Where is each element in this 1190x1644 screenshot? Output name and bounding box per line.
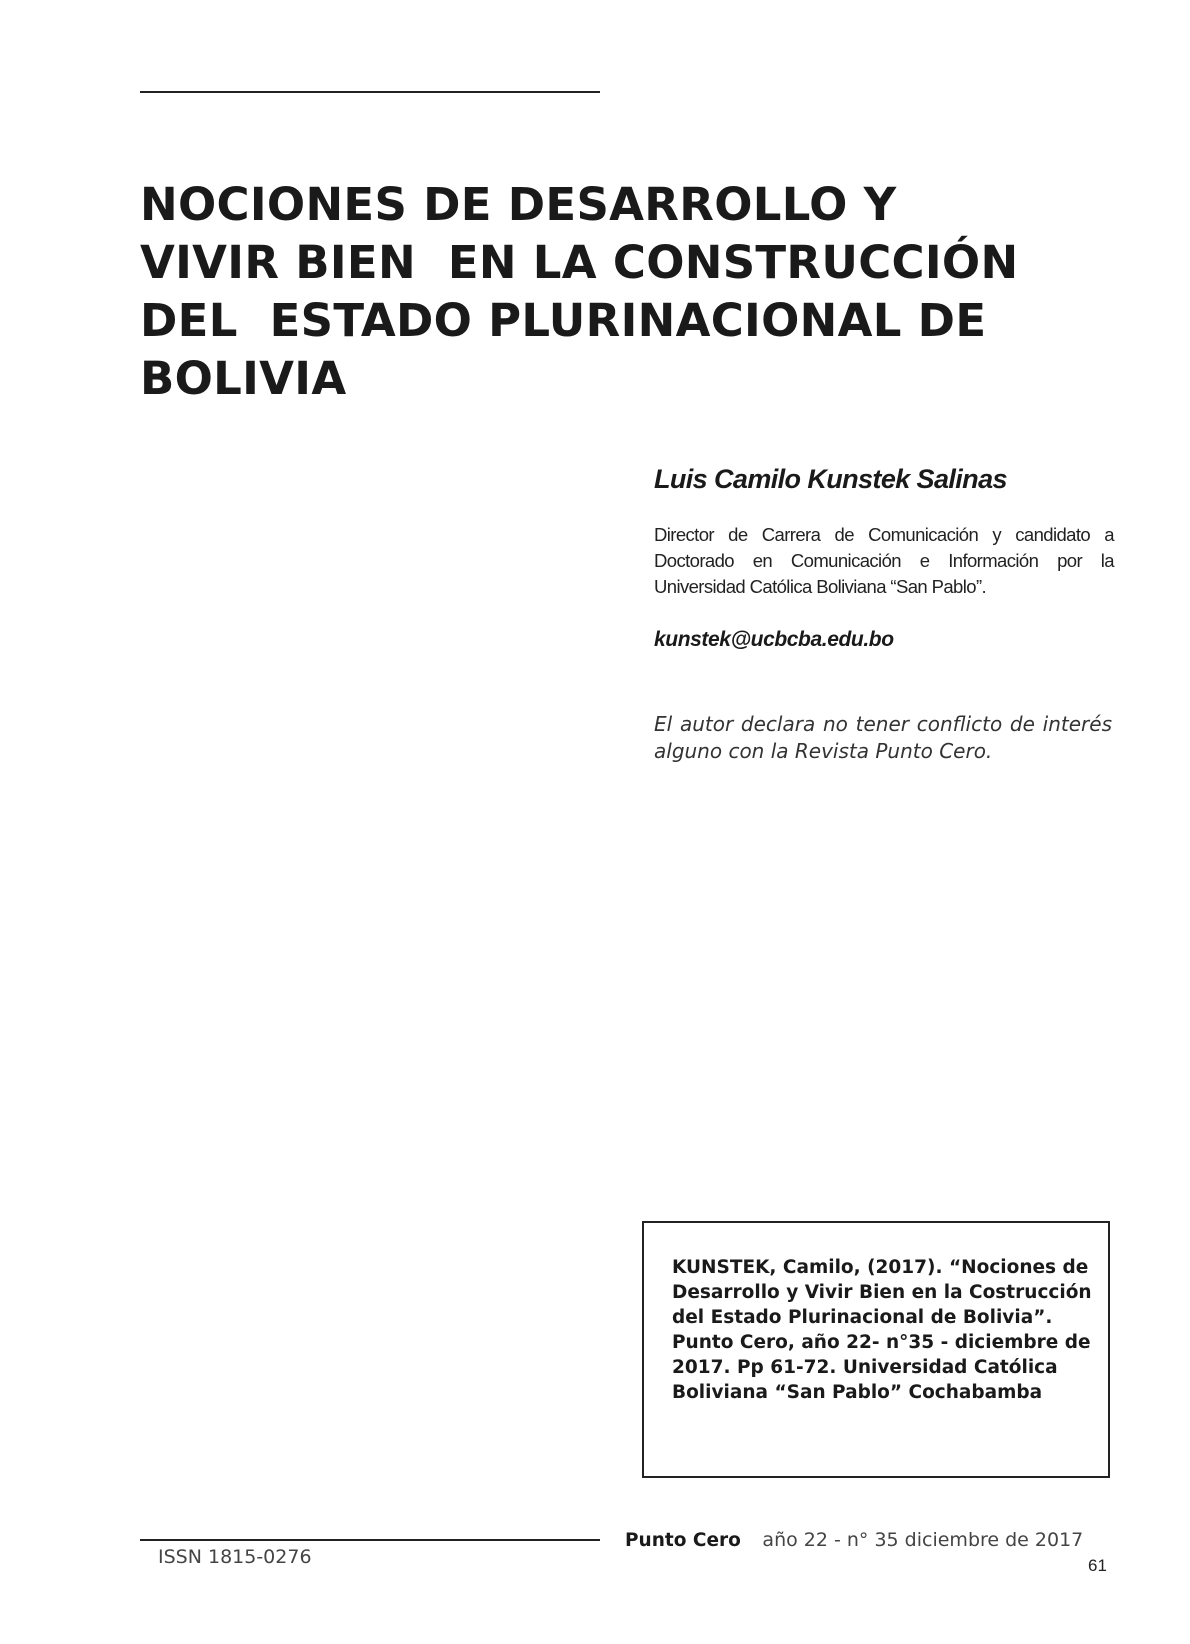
citation-box [642, 1221, 1110, 1478]
title-line: VIVIR BIEN EN LA CONSTRUCCIÓN [140, 236, 1019, 289]
journal-issue: año 22 - n° 35 diciembre de 2017 [762, 1529, 1084, 1551]
title-line: DEL ESTADO PLURINACIONAL DE [140, 294, 987, 347]
author-email[interactable]: kunstek@ucbcba.edu.bo [654, 628, 894, 651]
article-title [140, 176, 1100, 408]
bottom-divider [140, 1539, 600, 1541]
citation-text: KUNSTEK, Camilo, (2017). “Nociones de Desarrollo y Vivir Bien en la Costrucción del Estado Plurinacional de Bolivia”. Punto Cero, año 22- n°35 - diciembre de 2017. Pp 61-72. Universidad Católica Boliviana “San Pablo” Cochabamba [672, 1257, 1092, 1403]
author-bio: Director de Carrera de Comunicación y candidato a Doctorado en Comunicación e Información por la Universidad Católica Boliviana “San Pablo”. [654, 524, 1114, 597]
title-line: NOCIONES DE DESARROLLO Y [140, 178, 897, 231]
issn: ISSN 1815-0276 [158, 1546, 312, 1568]
title-line: BOLIVIA [140, 352, 347, 405]
journal-footer [625, 1527, 1083, 1554]
page-number: 61 [1088, 1556, 1107, 1575]
journal-name: Punto Cero [625, 1530, 741, 1551]
author-name: Luis Camilo Kunstek Salinas [654, 464, 1007, 494]
author-block [654, 462, 1114, 654]
conflict-statement: El autor declara no tener conflicto de interés alguno con la Revista Punto Cero. [654, 712, 1112, 763]
top-divider [140, 91, 600, 93]
